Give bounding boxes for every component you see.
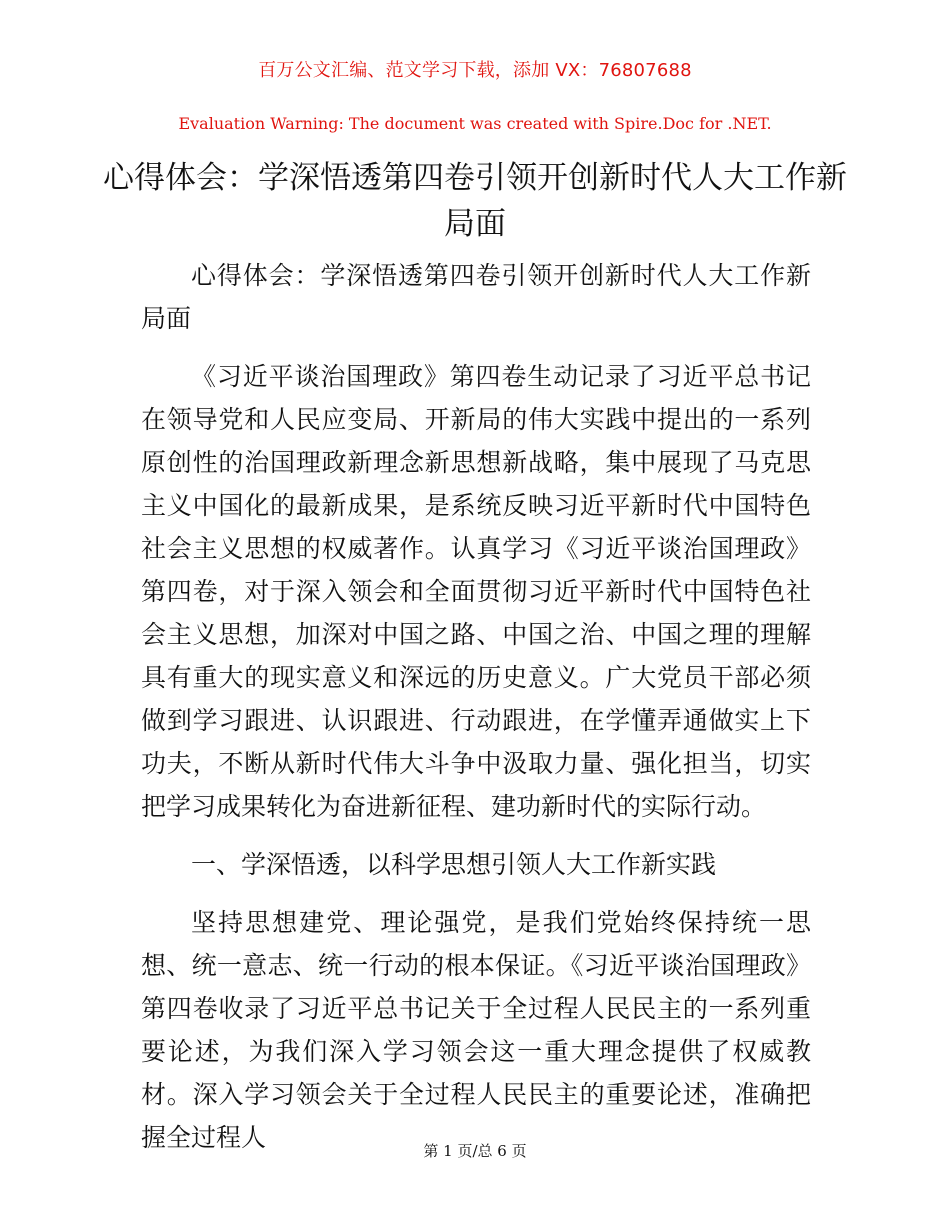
paragraph-subtitle: 心得体会：学深悟透第四卷引领开创新时代人大工作新局面: [141, 261, 811, 333]
document-body: [141, 254, 811, 1174]
document-title: 心得体会：学深悟透第四卷引领开创新时代人大工作新局面: [103, 160, 847, 242]
page-number: 第 1 页/总 6 页: [423, 1142, 527, 1160]
evaluation-warning: Evaluation Warning: The document was created with Spire.Doc for .NET.: [178, 114, 772, 133]
header-ad-text: 百万公文汇编、范文学习下载，添加 VX：76807688: [258, 60, 692, 81]
section-heading: 一、学深悟透，以科学思想引领人大工作新实践: [191, 850, 717, 879]
paragraph-section-1: 坚持思想建党、理论强党，是我们党始终保持统一思想、统一意志、统一行动的根本保证。《习近平谈治国理政》第四卷收录了习近平总书记关于全过程人民民主的一系列重要论述，为我们深入学习领会这一重大理念提供了权威教材。深入学习领会关于全过程人民民主的重要论述，准确把握全过程人: [141, 908, 811, 1152]
paragraph-intro: 《习近平谈治国理政》第四卷生动记录了习近平总书记在领导党和人民应变局、开新局的伟大实践中提出的一系列原创性的治国理政新理念新思想新战略，集中展现了马克思主义中国化的最新成果，是系统反映习近平新时代中国特色社会主义思想的权威著作。认真学习《习近平谈治国理政》第四卷，对于深入领会和全面贯彻习近平新时代中国特色社会主义思想，加深对中国之路、中国之治、中国之理的理解具有重大的现实意义和深远的历史意义。广大党员干部必须做到学习跟进、认识跟进、行动跟进，在学懂弄通做实上下功夫，不断从新时代伟大斗争中汲取力量、强化担当，切实把学习成果转化为奋进新征程、建功新时代的实际行动。: [141, 362, 811, 821]
